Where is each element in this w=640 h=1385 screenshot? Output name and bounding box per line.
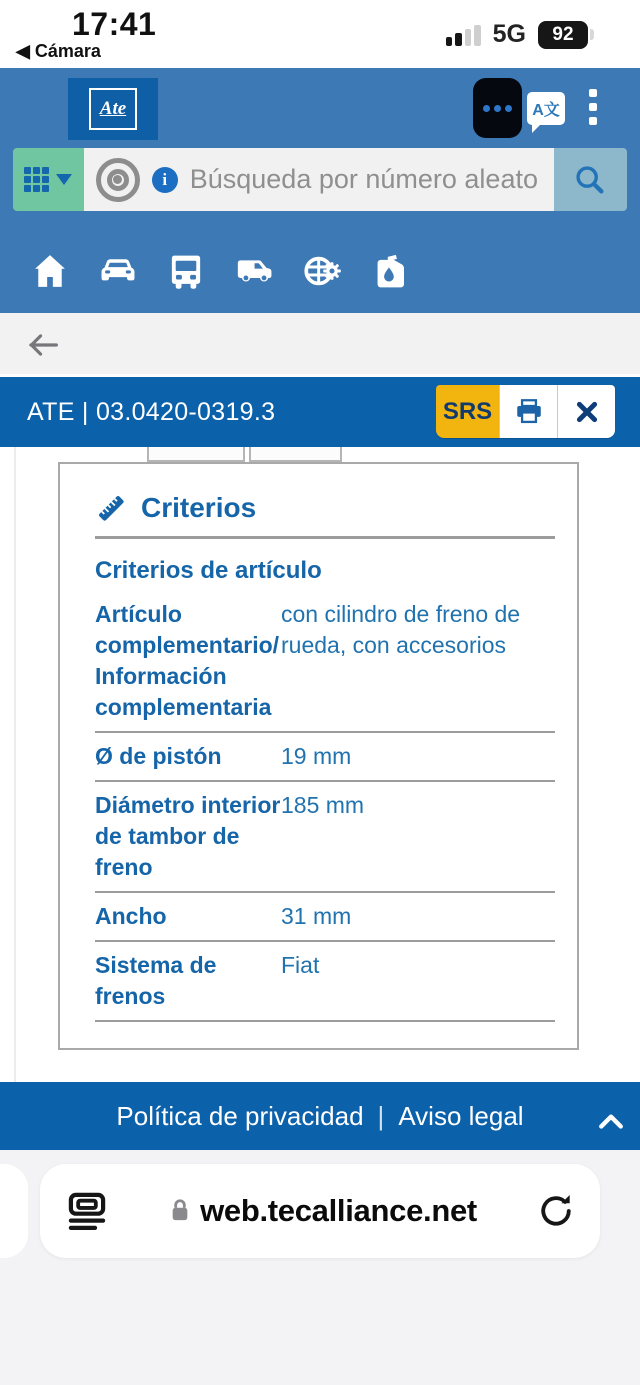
battery-percent: 92 (538, 21, 588, 49)
back-button[interactable] (26, 330, 60, 365)
table-row (95, 893, 555, 942)
row-value: 19 mm (281, 743, 352, 769)
return-to-camera-link[interactable]: ◀ Cámara (16, 41, 101, 61)
safari-toolbar-area (0, 1150, 640, 1385)
ate-logo-text: Ate (89, 88, 137, 130)
ruler-icon (95, 492, 127, 524)
search-icon (573, 163, 607, 197)
car-tab[interactable] (98, 249, 138, 293)
address-bar[interactable] (40, 1164, 600, 1258)
app-header (0, 68, 640, 313)
detail-actions (436, 385, 615, 438)
row-value: con cilindro de freno de rueda, con accesorios (281, 601, 521, 658)
previous-tab-edge[interactable] (0, 1164, 28, 1258)
home-icon (31, 252, 69, 290)
site-footer (0, 1082, 640, 1150)
status-indicators (446, 20, 594, 49)
car-icon (98, 256, 138, 286)
universal-parts-tab[interactable] (302, 249, 342, 293)
row-value: 185 mm (281, 792, 365, 818)
content-tab-1[interactable] (147, 447, 245, 462)
close-button[interactable] (557, 385, 615, 438)
search-field (84, 148, 554, 211)
ate-logo[interactable] (68, 78, 158, 140)
van-tab[interactable] (234, 249, 274, 293)
row-value: 31 mm (281, 903, 352, 929)
search-input[interactable] (190, 164, 544, 195)
row-label: Artículo complementario/ Información complementaria (95, 601, 280, 720)
chevron-up-icon (598, 1112, 624, 1130)
chevron-down-icon (56, 174, 72, 185)
section-divider (95, 536, 555, 539)
back-arrow-icon (26, 330, 60, 360)
search-category-button[interactable] (13, 148, 84, 211)
page-back-bar (0, 313, 640, 377)
cellular-signal-icon (446, 24, 481, 46)
content-left-rule (14, 447, 16, 1082)
table-row (95, 591, 555, 733)
row-label: Diámetro interior de tambor de freno (95, 792, 281, 880)
table-title: Criterios de artículo (95, 557, 322, 584)
close-icon (574, 399, 600, 425)
target-scan-icon[interactable] (96, 158, 140, 202)
grid-icon (24, 167, 49, 192)
battery-icon (538, 21, 594, 49)
product-detail-bar (0, 377, 640, 447)
url-text: web.tecalliance.net (200, 1193, 477, 1228)
criteria-table (95, 591, 555, 1022)
oil-canister-icon (373, 252, 407, 290)
printer-icon (514, 397, 544, 427)
search-submit-button[interactable] (554, 148, 627, 211)
lock-icon (169, 1197, 191, 1225)
table-row (95, 942, 555, 1022)
legal-notice-link[interactable]: Aviso legal (398, 1100, 524, 1131)
row-label: Sistema de frenos (95, 952, 217, 1009)
section-title: Criterios (141, 492, 257, 523)
bus-icon (168, 252, 204, 290)
srs-badge[interactable]: SRS (436, 385, 499, 438)
criteria-panel (58, 462, 579, 1050)
footer-divider: | (377, 1100, 385, 1131)
row-value: Fiat (281, 952, 320, 978)
home-tab[interactable] (30, 249, 70, 293)
network-type: 5G (492, 20, 526, 48)
globe-gear-icon (302, 252, 342, 290)
status-bar (0, 0, 640, 68)
page-settings-icon[interactable] (64, 1188, 110, 1234)
criteria-header (95, 492, 555, 524)
search-bar (13, 148, 627, 211)
ellipsis-icon (483, 105, 490, 112)
table-row (95, 733, 555, 782)
product-title: ATE | 03.0420-0319.3 (27, 397, 276, 426)
info-icon[interactable]: i (152, 167, 178, 193)
privacy-policy-link[interactable]: Política de privacidad (116, 1100, 364, 1131)
article-content (0, 447, 640, 1082)
content-tab-2[interactable] (249, 447, 342, 462)
van-icon (234, 256, 274, 286)
more-options-pill[interactable] (473, 78, 522, 138)
clock: 17:41 (72, 6, 157, 42)
translate-icon[interactable]: A文 (527, 92, 565, 125)
print-button[interactable] (499, 385, 557, 438)
vehicle-type-nav (30, 240, 438, 302)
overflow-menu-icon[interactable] (589, 89, 597, 125)
row-label: Ø de pistón (95, 743, 222, 769)
bus-tab[interactable] (166, 249, 206, 293)
scroll-to-top-button[interactable] (598, 1106, 624, 1137)
url-display[interactable] (110, 1193, 536, 1229)
oils-fluids-tab[interactable] (370, 249, 410, 293)
table-row (95, 782, 555, 893)
reload-icon[interactable] (536, 1191, 576, 1231)
row-label: Ancho (95, 903, 167, 929)
